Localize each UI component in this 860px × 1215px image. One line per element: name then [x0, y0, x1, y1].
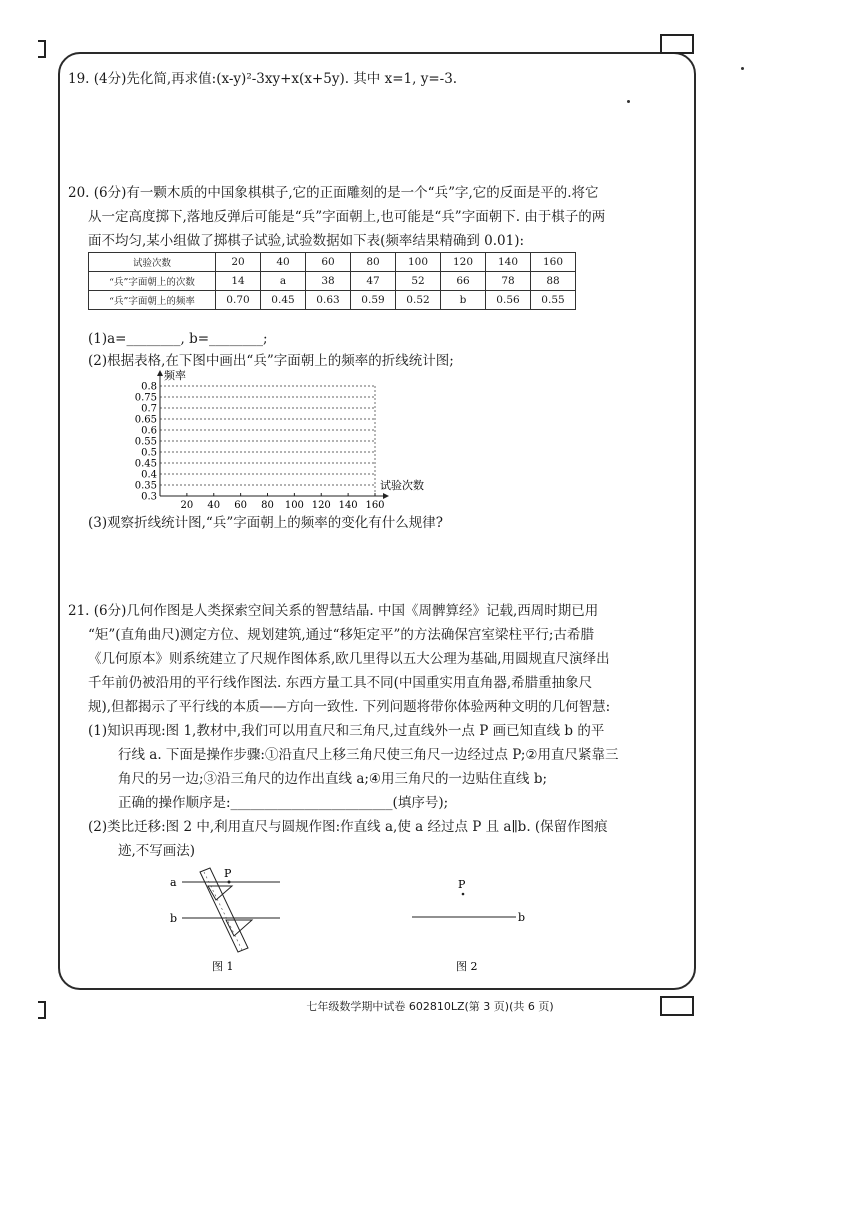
experiment-table	[88, 252, 576, 310]
q21-p1-line-1: (1)知识再现:图 1,教材中,我们可以用直尺和三角尺,过直线外一点 P 画已知直线 b 的平	[88, 723, 605, 739]
label-p: P	[224, 867, 232, 880]
q21-line-1: 21. (6分)几何作图是人类探索空间关系的智慧结晶. 中国《周髀算经》记载,西周时期已用	[68, 603, 599, 619]
figure-2	[400, 870, 540, 974]
y-tick-label: 0.8	[141, 381, 157, 393]
table-row	[89, 253, 576, 272]
y-tick-label: 0.5	[141, 447, 157, 459]
ruler	[200, 868, 248, 952]
x-tick-label: 40	[207, 500, 221, 511]
table-cell: a	[261, 272, 306, 291]
table-cell: 47	[351, 272, 396, 291]
chart-grid	[160, 386, 375, 496]
table-cell: 40	[261, 253, 306, 272]
q20-line-1: 20. (6分)有一颗木质的中国象棋棋子,它的正面雕刻的是一个“兵”字,它的反面是平的.将它	[68, 185, 599, 201]
y-tick-label: 0.7	[141, 403, 157, 415]
table-cell: “兵”字面朝上的次数	[89, 272, 216, 291]
label-a: a	[170, 876, 177, 889]
y-tick-label: 0.65	[134, 414, 157, 426]
y-tick-label: 0.75	[134, 392, 157, 404]
q21-line-5: 规),但都揭示了平行线的本质——方向一致性. 下列问题将带你体验两种文明的几何智慧:	[88, 699, 611, 715]
q21-p1-line-4: 正确的操作顺序是:________________________(填序号);	[118, 795, 449, 811]
chart-y-tick-labels	[135, 382, 157, 503]
y-tick-label: 0.4	[141, 469, 157, 481]
q20-line-3: 面不均匀,某小组做了掷棋子试验,试验数据如下表(频率结果精确到 0.01):	[88, 233, 525, 249]
figure-1-caption: 图 1	[212, 960, 234, 973]
q21-p2-line-1: (2)类比迁移:图 2 中,利用直尺与圆规作图:作直线 a,使 a 经过点 P 且 a∥b. (保留作图痕	[88, 819, 608, 835]
corner-mark-top-left	[38, 40, 46, 58]
y-tick-label: 0.55	[134, 436, 157, 448]
chart-x-tick-labels	[181, 500, 385, 511]
q20-part-3: (3)观察折线统计图,“兵”字面朝上的频率的变化有什么规律?	[88, 515, 443, 531]
table-cell: 52	[396, 272, 441, 291]
q20-part-1: (1)a=________, b=________;	[88, 331, 268, 347]
q20-line-2: 从一定高度掷下,落地反弹后可能是“兵”字面朝上,也可能是“兵”字面朝下. 由于棋子的两	[88, 209, 606, 225]
point-p	[462, 893, 465, 896]
table-row	[89, 272, 576, 291]
table-cell: “兵”字面朝上的频率	[89, 291, 216, 310]
q21-line-2: “矩”(直角曲尺)测定方位、规划建筑,通过“移矩定平”的方法确保宫室梁柱平行;古希腊	[88, 627, 594, 643]
label-b: b	[518, 911, 526, 924]
label-b: b	[170, 912, 178, 925]
question-19: 19. (4分)先化简,再求值:(x-y)²-3xy+x(x+5y). 其中 x=1, y=-3.	[68, 71, 458, 87]
x-tick-label: 160	[365, 500, 385, 511]
table-cell: 0.55	[531, 291, 576, 310]
q21-p2-line-2: 迹,不写画法)	[118, 843, 196, 859]
table-cell: 78	[486, 272, 531, 291]
table-cell: 20	[216, 253, 261, 272]
table-cell: 66	[441, 272, 486, 291]
ruler-ticks	[204, 872, 242, 950]
table-cell: 0.52	[396, 291, 441, 310]
table-cell: 0.70	[216, 291, 261, 310]
corner-box-top-right	[660, 34, 694, 54]
table-cell: 88	[531, 272, 576, 291]
chart-y-axis-label: 频率	[164, 369, 186, 382]
table-cell: 0.63	[306, 291, 351, 310]
q21-p1-line-3: 角尺的另一边;③沿三角尺的边作出直线 a;④用三角尺的一边贴住直线 b;	[118, 771, 548, 787]
q21-line-3: 《几何原本》则系统建立了尺规作图体系,欧几里得以五大公理为基础,用圆规直尺演绎出	[88, 651, 610, 667]
table-cell: 试验次数	[89, 253, 216, 272]
x-tick-label: 100	[284, 500, 304, 511]
table-cell: 14	[216, 272, 261, 291]
chart-axes	[157, 370, 389, 499]
chart-x-axis-label: 试验次数	[380, 479, 424, 492]
table-cell: 0.56	[486, 291, 531, 310]
y-axis-arrow	[157, 370, 163, 376]
page-footer: 七年级数学期中试卷 602810LZ(第 3 页)(共 6 页)	[306, 1000, 554, 1013]
table-cell: 0.59	[351, 291, 396, 310]
figure-1	[160, 866, 290, 976]
figure-2-caption: 图 2	[456, 960, 478, 973]
table-cell: 140	[486, 253, 531, 272]
table-cell: b	[441, 291, 486, 310]
scan-speck	[741, 67, 744, 70]
x-tick-label: 140	[338, 500, 358, 511]
table-cell: 120	[441, 253, 486, 272]
point-p	[228, 881, 231, 884]
q21-line-4: 千年前仍被沿用的平行线作图法. 东西方量工具不同(中国重实用直角器,希腊重抽象尺	[88, 675, 593, 691]
q20-part-2: (2)根据表格,在下图中画出“兵”字面朝上的频率的折线统计图;	[88, 353, 454, 369]
frequency-chart	[120, 368, 450, 516]
table-row	[89, 291, 576, 310]
x-axis-arrow	[383, 493, 389, 499]
x-tick-label: 120	[311, 500, 331, 511]
y-tick-label: 0.3	[141, 491, 157, 503]
table-cell: 100	[396, 253, 441, 272]
x-tick-label: 20	[180, 500, 194, 511]
q21-p1-line-2: 行线 a. 下面是操作步骤:①沿直尺上移三角尺使三角尺一边经过点 P;②用直尺紧靠三	[118, 747, 619, 763]
y-tick-label: 0.6	[141, 425, 157, 437]
x-tick-label: 60	[234, 500, 247, 511]
table-cell: 60	[306, 253, 351, 272]
table-cell: 0.45	[261, 291, 306, 310]
label-p: P	[458, 878, 466, 891]
table-cell: 38	[306, 272, 351, 291]
y-tick-label: 0.35	[134, 480, 157, 492]
y-tick-label: 0.45	[134, 458, 157, 470]
table-cell: 80	[351, 253, 396, 272]
table-cell: 160	[531, 253, 576, 272]
scan-speck	[627, 100, 630, 103]
x-tick-label: 80	[261, 500, 274, 511]
